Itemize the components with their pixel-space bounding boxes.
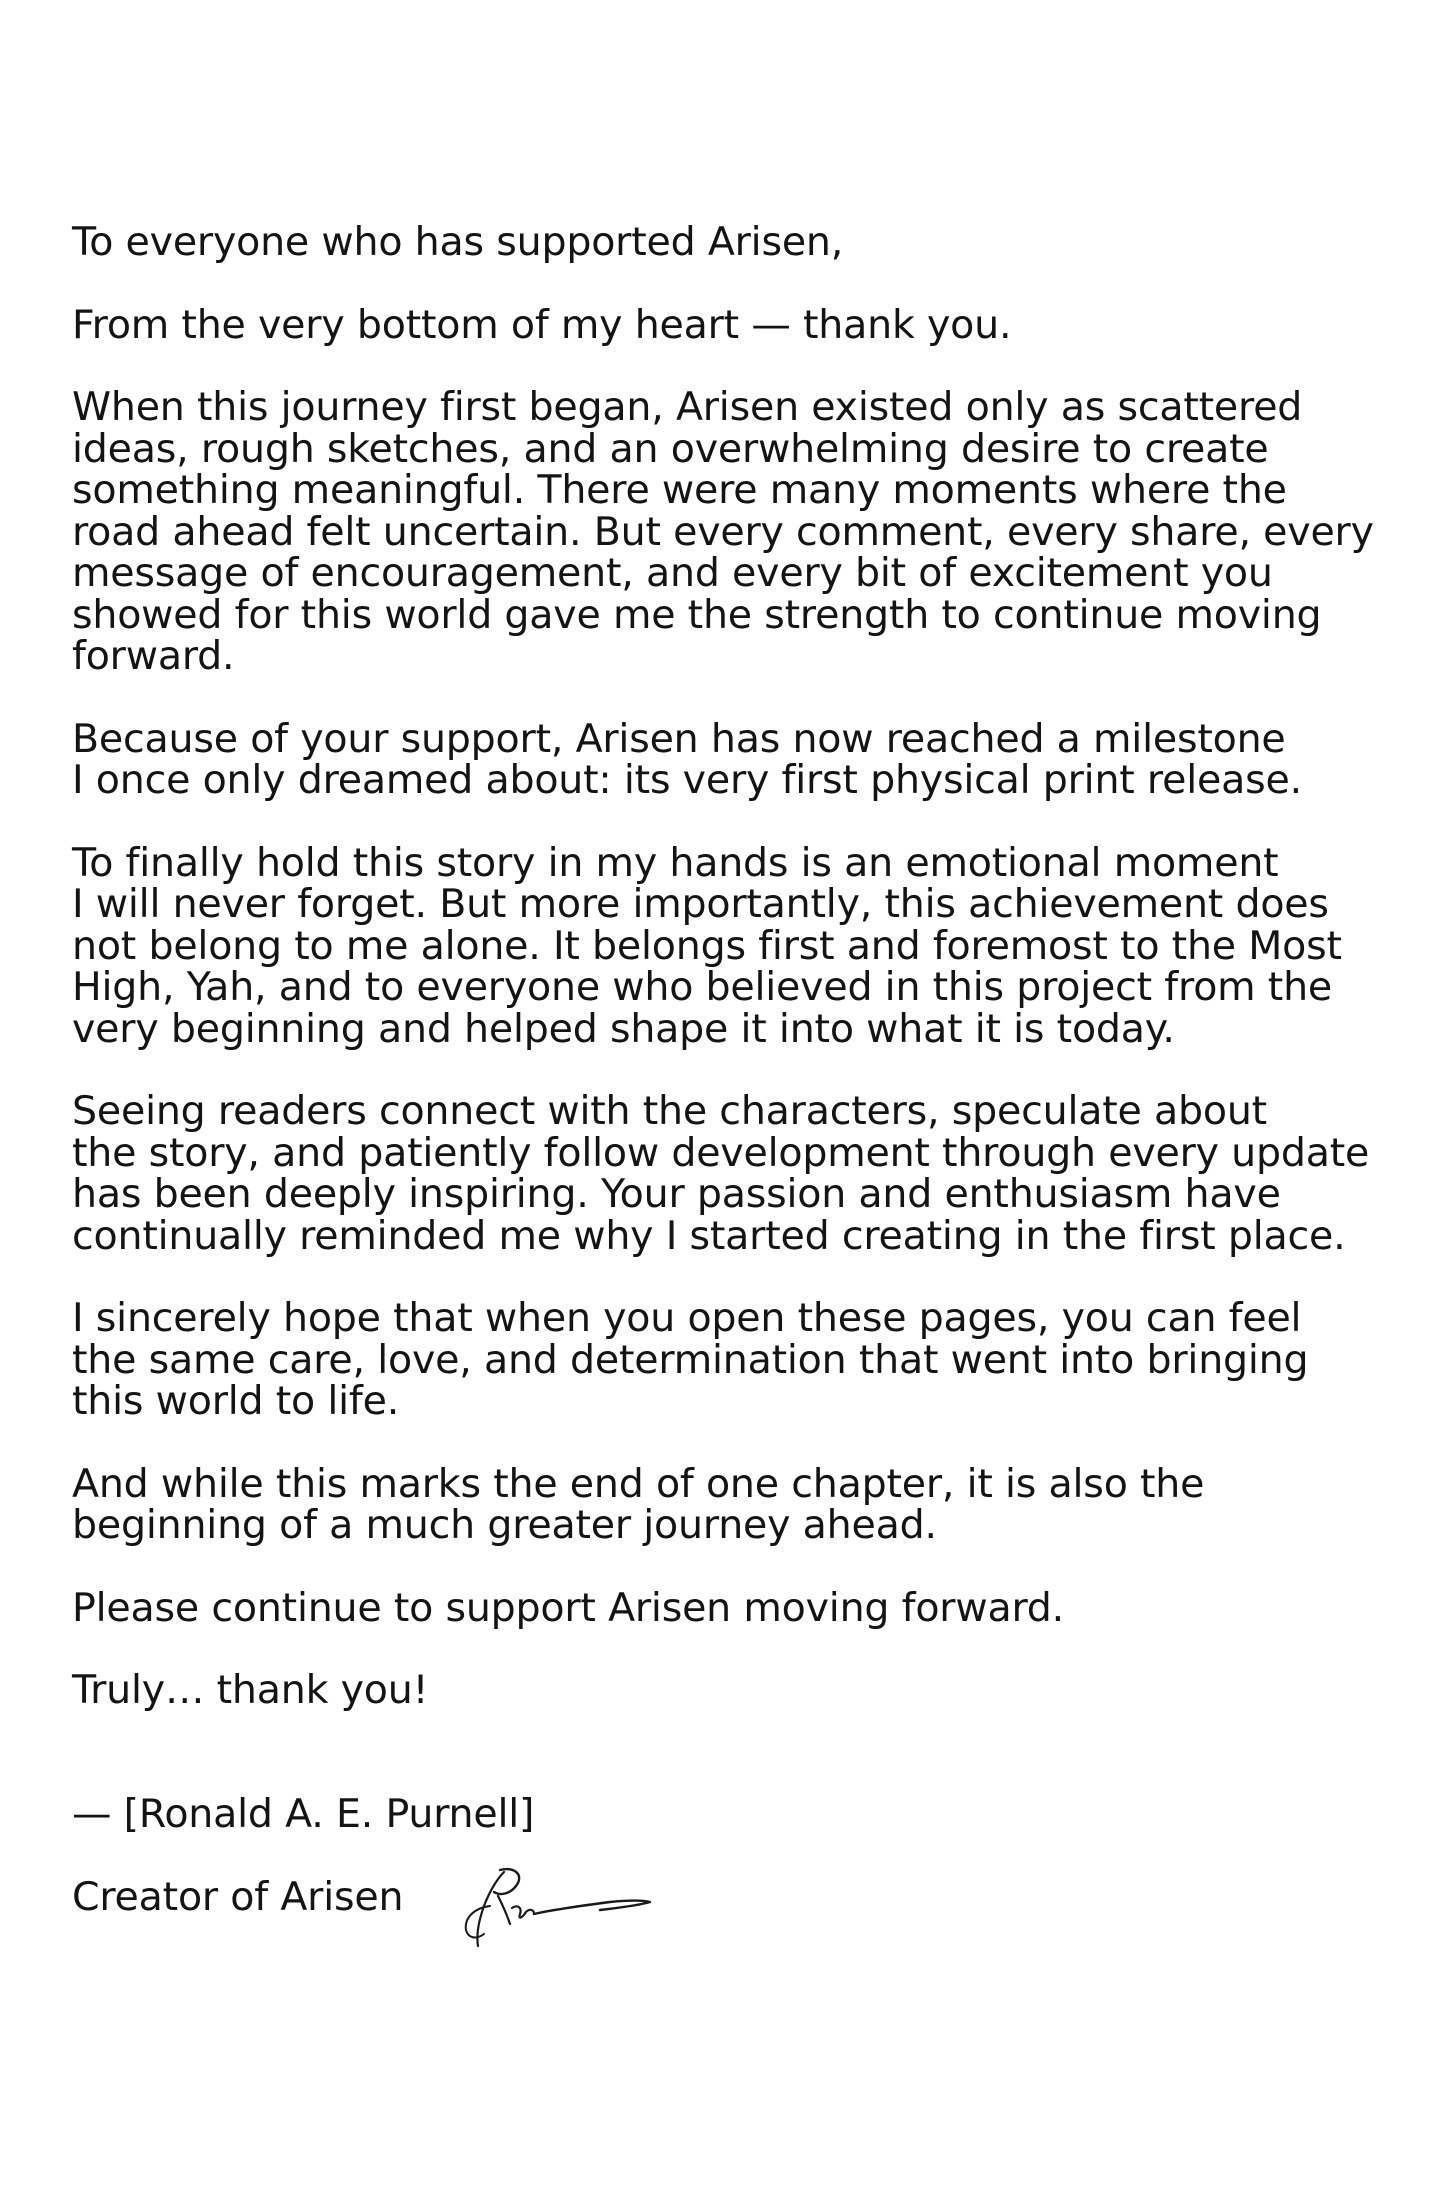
- letter-paragraph-8: Please continue to support Arisen moving forward.: [72, 1584, 1065, 1631]
- letter-paragraph-6: I sincerely hope that when you open these pages, you can feel the same care, love, and determination that went into bringing this world to life.: [72, 1295, 1309, 1424]
- letter-paragraph-4: To finally hold this story in my hands is an emotional moment I will never forget. But more importantly, this achievement does not belong to me alone. It belongs first and foremost to the Most High, Yah, and to everyone who believed in this project from the very beginning and helped shape it into what it is today.: [72, 839, 1342, 1052]
- signature-block: [72, 1753, 1402, 1961]
- letter-paragraph-9: Truly… thank you!: [72, 1667, 429, 1713]
- letter-paragraph-2: When this journey first began, Arisen existed only as scattered ideas, rough sketches, and an overwhelming desire to create something meaningful. There were many moments where the road ahead felt uncertain. But every comment, every share, every message of encouragement, and every bit of excitement you showed for this world gave me the strength to continue moving forward.: [72, 384, 1374, 679]
- handwritten-signature: [460, 1862, 690, 1954]
- letter-paragraph-3: Because of your support, Arisen has now reached a milestone I once only dreamed about: its very first physical print release.: [72, 715, 1302, 803]
- letter-paragraph-1: From the very bottom of my heart — thank you.: [72, 301, 1012, 348]
- letter-salutation: To everyone who has supported Arisen,: [72, 219, 844, 265]
- letter-paragraph-7: And while this marks the end of one chapter, it is also the beginning of a much greater journey ahead.: [72, 1460, 1205, 1548]
- author-name: — [Ronald A. E. Purnell]: [72, 1791, 535, 1837]
- author-title: Creator of Arisen: [72, 1874, 404, 1920]
- letter-body: [72, 219, 1402, 1960]
- letter-paragraph-5: Seeing readers connect with the characters, speculate about the story, and patiently follow development through every update has been deeply inspiring. Your passion and enthusiasm have continually reminded me why I started creating in the first place.: [72, 1088, 1370, 1259]
